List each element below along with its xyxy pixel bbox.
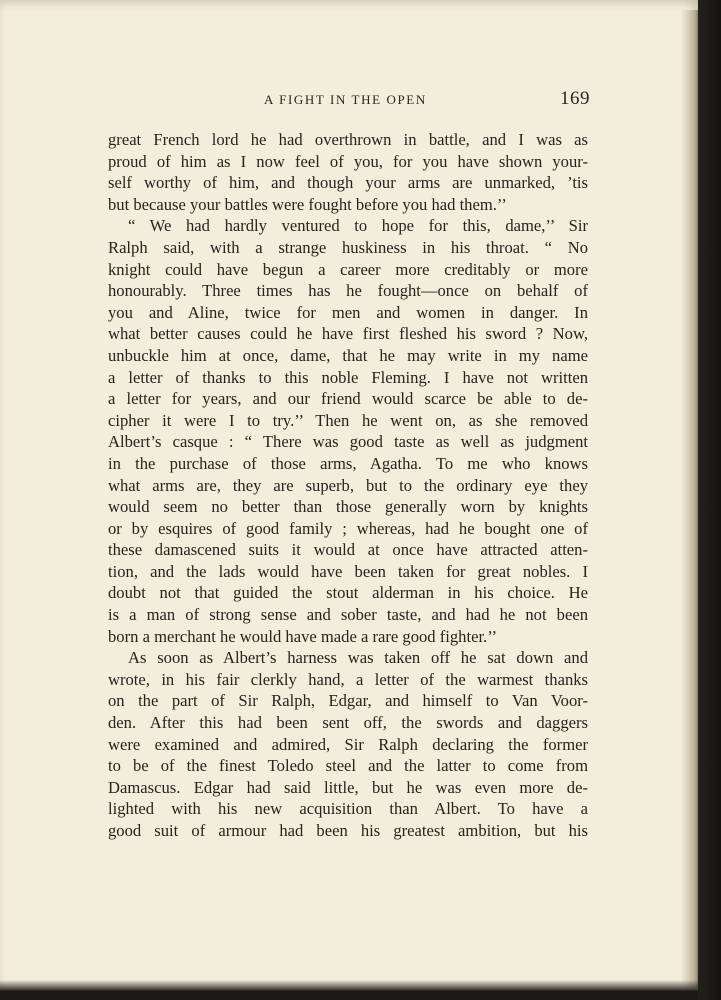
text-line: cipher it were I to try.’’ Then he went on, as she removed [108, 410, 588, 430]
text-line: good suit of armour had been his greatest ambition, but his [108, 821, 588, 840]
text-line: den. After this had been sent off, the swords and daggers [108, 713, 588, 733]
text-line: to be of the finest Toledo steel and the latter to come from [108, 756, 588, 776]
text-line: Albert’s casque : “ There was good taste as well as judgment [108, 432, 588, 452]
text-line: these damascened suits it would at once have attracted atten- [108, 540, 588, 560]
page-number: 169 [560, 88, 590, 109]
text-line: lighted with his new acquisition than Albert. To have a [108, 799, 588, 819]
page-edge [682, 10, 698, 988]
text-line: a letter of thanks to this noble Fleming. I have not written [108, 367, 588, 387]
text-line: doubt not that guided the stout alderman in his choice. He [108, 583, 588, 603]
text-line: in the purchase of those arms, Agatha. To me who knows [108, 453, 588, 473]
text-line: As soon as Albert’s harness was taken off he sat down and [128, 648, 588, 668]
text-line: what arms are, they are superb, but to the ordinary eye they [108, 475, 588, 495]
bottom-shadow [0, 980, 698, 1000]
text-line: Damascus. Edgar had said little, but he was even more de- [108, 777, 588, 797]
text-line: what better causes could he have first fleshed his sword ? Now, [108, 324, 588, 344]
text-line: unbuckle him at once, dame, that he may write in my name [108, 345, 588, 365]
text-line: would seem no better than those generally worn by knights [108, 497, 588, 517]
text-line: is a man of strong sense and sober taste, and had he not been [108, 605, 588, 625]
text-line: wrote, in his fair clerkly hand, a letter of the warmest thanks [108, 669, 588, 689]
text-line: tion, and the lads would have been taken for great nobles. I [108, 561, 588, 581]
text-line: were examined and admired, Sir Ralph declaring the former [108, 734, 588, 754]
text-line: proud of him as I now feel of you, for you have shown your- [108, 151, 588, 171]
text-line: knight could have begun a career more creditably or more [108, 259, 588, 279]
book-cover-edge [698, 0, 721, 1000]
text-line: you and Aline, twice for men and women in danger. In [108, 302, 588, 322]
body-text [108, 129, 588, 842]
text-line: or by esquires of good family ; whereas, had he bought one of [108, 518, 588, 538]
text-line: but because your battles were fought before you had them.’’ [108, 194, 507, 214]
text-line: “ We had hardly ventured to hope for this, dame,’’ Sir [128, 216, 588, 236]
text-line: self worthy of him, and though your arms are unmarked, ’tis [108, 173, 588, 193]
text-line: a letter for years, and our friend would scarce be able to de- [108, 389, 588, 409]
text-line: Ralph said, with a strange huskiness in his throat. “ No [108, 237, 588, 257]
page-header [108, 88, 590, 114]
text-line: honourably. Three times has he fought—once on behalf of [108, 281, 588, 301]
text-line: on the part of Sir Ralph, Edgar, and himself to Van Voor- [108, 691, 588, 711]
text-line: great French lord he had overthrown in battle, and I was as [108, 130, 588, 149]
text-line: born a merchant he would have made a rare good fighter.’’ [108, 626, 498, 646]
running-title: A FIGHT IN THE OPEN [264, 92, 427, 107]
